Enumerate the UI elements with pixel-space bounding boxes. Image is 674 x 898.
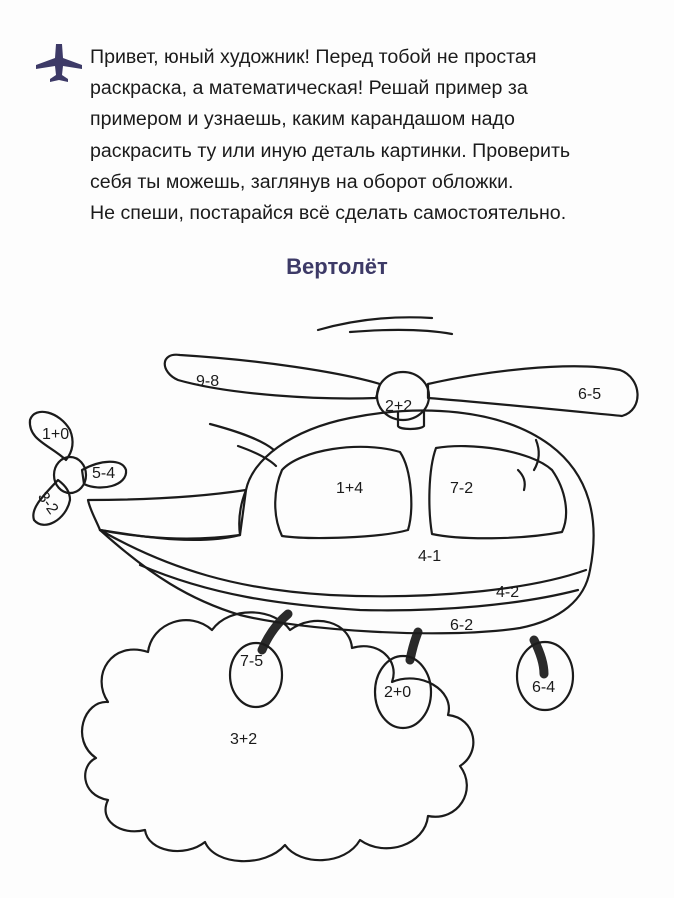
label-wheel-middle: 2+0 [384,684,412,701]
label-tail-right: 5-4 [92,465,116,482]
label-window-right: 7-2 [450,480,474,497]
intro-line: раскрасить ту или иную деталь картинки. Проверить [90,139,571,162]
label-window-left: 1+4 [336,480,364,497]
label-wheel-left: 7-5 [240,653,264,670]
intro-line: Привет, юный художник! Перед тобой не простая [90,46,537,68]
label-tail-bottom: 3-2 [34,488,62,518]
label-rotor-hub: 2+2 [385,398,413,415]
intro-line: примером и узнаешь, каким карандашом надо [90,108,515,131]
label-stripe-1: 4-2 [496,584,520,601]
label-tail-top: 1+0 [42,426,70,443]
label-body: 4-1 [418,548,442,565]
helicopter-body[interactable] [100,411,594,634]
intro-line: себя ты можешь, заглянув на оборот обложки. [90,170,514,193]
label-blade-right: 6-5 [578,386,602,403]
intro-line: раскраска, а математическая! Решай пример за [90,77,528,100]
label-blade-left: 9-8 [196,373,220,390]
rotor-blade-right[interactable] [428,366,638,416]
intro-line: Не спеши, постарайся всё сделать самостоятельно. [90,202,567,225]
label-wheel-right: 6-4 [532,679,556,696]
label-stripe-2: 6-2 [450,617,474,634]
page-title: Вертолёт [286,254,388,279]
label-cloud: 3+2 [230,731,258,748]
